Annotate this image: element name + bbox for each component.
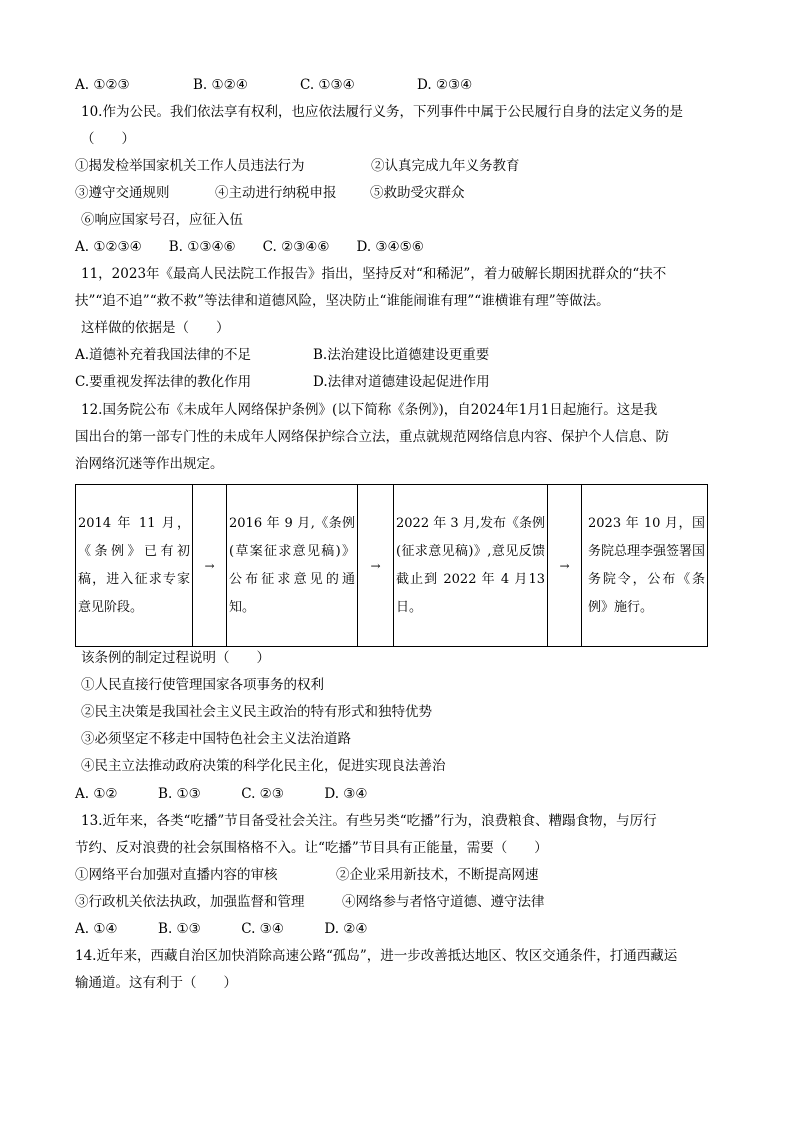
q11-stem-line-2: 扶”“追不追”“救不救”等法律和道德风险，坚决防止“谁能闹谁有理”“谁横谁有理”等做法。 <box>75 293 610 309</box>
flow-arrow-icon: → <box>193 485 227 647</box>
q12-item-2: ②民主决策是我国社会主义民主政治的特有形式和独特优势 <box>81 704 432 720</box>
q9-option-d: D. ②③④ <box>417 77 473 93</box>
q11-stem-line-1: 11，2023年《最高人民法院工作报告》指出，坚持反对“和稀泥”，着力破解长期困扰群众的“扶不 <box>81 266 667 282</box>
q11-option-d: D.法律对道德建设起促进作用 <box>313 374 490 390</box>
flow-arrow-icon: → <box>358 485 394 647</box>
flow-step-2022: 2022 年 3 月,发布《条例(征求意见稿)》,意见反馈截止到 2022 年 4 月13 日。 <box>394 485 548 647</box>
q10-stem: 10.作为公民。我们依法享有权利，也应依法履行义务，下列事件中属于公民履行自身的法定义务的是 <box>81 104 683 120</box>
q12-stem-line-3: 治网络沉迷等作出规定。 <box>75 456 224 472</box>
q12-process-flow-table <box>75 484 708 647</box>
q9-option-a: A. ①②③ <box>75 77 130 93</box>
q14-stem-line-2: 输通道。这有利于（ ） <box>75 975 237 991</box>
q12-item-1: ①人民直接行使管理国家各项事务的权利 <box>81 677 324 693</box>
q11-option-c: C.要重视发挥法律的教化作用 <box>75 374 252 390</box>
q10-answer-paren: （ ） <box>81 131 135 147</box>
q11-stem-line-3: 这样做的依据是（ ） <box>81 320 230 336</box>
q10-item-6: ⑥响应国家号召，应征入伍 <box>81 212 243 228</box>
q12-item-4: ④民主立法推动政府决策的科学化民主化，促进实现良法善治 <box>81 758 446 774</box>
flow-arrow-icon: → <box>548 485 582 647</box>
q11-option-b: B.法治建设比道德建设更重要 <box>313 347 490 363</box>
flow-step-2016: 2016 年 9 月,《条例(草案征求意见稿)》公布征求意见的通知。 <box>227 485 358 647</box>
q13-item-1: ①网络平台加强对直播内容的审核 <box>75 867 278 883</box>
q11-option-a: A.道德补充着我国法律的不足 <box>75 347 252 363</box>
q13-item-3: ③行政机关依法执政，加强监督和管理 <box>75 894 305 910</box>
q10-item-4: ④主动进行纳税申报 <box>215 185 337 201</box>
q13-options: A. ①④ B. ①③ C. ③④ D. ②④ <box>75 921 368 937</box>
q13-item-4: ④网络参与者恪守道德、遵守法律 <box>342 894 545 910</box>
flow-step-2023: 2023 年 10 月，国务院总理李强签署国务院令，公布《条例》施行。 <box>582 485 708 647</box>
q14-stem-line-1: 14.近年来，西藏自治区加快消除高速公路“孤岛”，进一步改善抵达地区、牧区交通条件，打通西藏运 <box>75 948 678 964</box>
q12-item-3: ③必须坚定不移走中国特色社会主义法治道路 <box>81 731 351 747</box>
q10-item-2: ②认真完成九年义务教育 <box>371 158 520 174</box>
q13-stem-line-1: 13.近年来，各类“吃播”节目备受社会关注。有些另类“吃播”行为，浪费粮食、糟蹋食物，与厉行 <box>81 813 657 829</box>
q12-question: 该条例的制定过程说明（ ） <box>81 650 270 666</box>
q13-stem-line-2: 节约、反对浪费的社会氛围格格不入。让“吃播”节目具有正能量，需要（ ） <box>75 840 548 856</box>
q12-stem-line-1: 12.国务院公布《未成年人网络保护条例》(以下简称《条例》)，自2024年1月1日起施行。这是我 <box>81 402 658 418</box>
q12-options: A. ①② B. ①③ C. ②③ D. ③④ <box>75 786 368 802</box>
q13-item-2: ②企业采用新技术，不断提高网速 <box>336 867 539 883</box>
q9-option-b: B. ①②④ <box>193 77 248 93</box>
flow-step-2014: 2014 年 11 月，《条例》已有初稿，进入征求专家意见阶段。 <box>76 485 193 647</box>
q10-item-3: ③遵守交通规则 <box>75 185 170 201</box>
q10-options: A. ①②③④ B. ①③④⑥ C. ②③④⑥ D. ③④⑤⑥ <box>75 239 424 255</box>
q10-item-5: ⑤救助受灾群众 <box>370 185 465 201</box>
q12-stem-line-2: 国出台的第一部专门性的未成年人网络保护综合立法，重点就规范网络信息内容、保护个人信息、防 <box>75 429 669 445</box>
q10-item-1: ①揭发检举国家机关工作人员违法行为 <box>75 158 305 174</box>
q9-option-c: C. ①③④ <box>300 77 355 93</box>
